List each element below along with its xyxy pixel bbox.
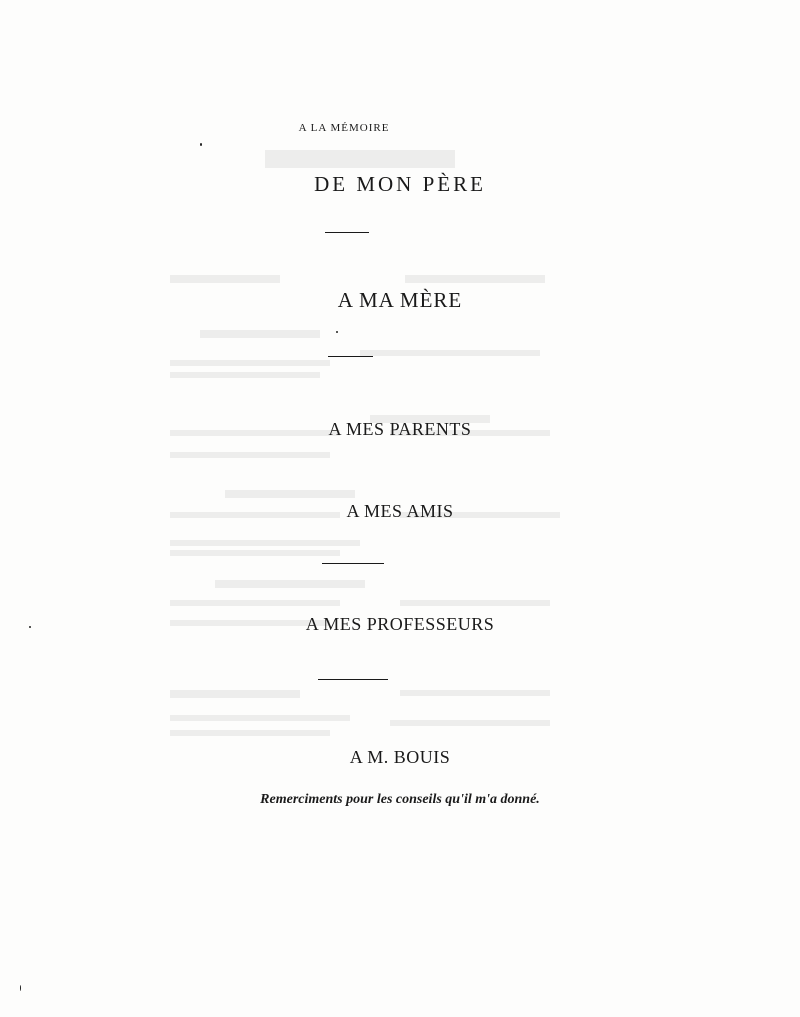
scan-speck [336, 331, 338, 333]
scan-speck [29, 626, 31, 628]
scan-speck [20, 985, 21, 991]
divider-rule [325, 232, 369, 233]
dedication-parents: A MES PARENTS [328, 419, 472, 439]
dedication-professeurs: A MES PROFESSEURS [305, 614, 495, 634]
dedication-mere: A MA MÈRE [337, 288, 463, 312]
divider-rule [318, 679, 388, 680]
acknowledgement-line: Remerciments pour les conseils qu'il m'a donné. [260, 792, 540, 807]
divider-rule [328, 356, 373, 357]
dedication-pere: DE MON PÈRE [314, 172, 486, 196]
dedication-bouis: A M. BOUIS [349, 747, 451, 767]
dedication-page: A LA MÉMOIRE DE MON PÈRE A MA MÈRE A MES PARENTS A MES AMIS A MES PROFESSEURS A M. BOUIS Remerciments pour les conseils qu'il m'a donné. [0, 0, 800, 1017]
divider-rule [322, 563, 384, 564]
scan-speck [200, 143, 202, 146]
dedication-amis: A MES AMIS [346, 501, 454, 521]
